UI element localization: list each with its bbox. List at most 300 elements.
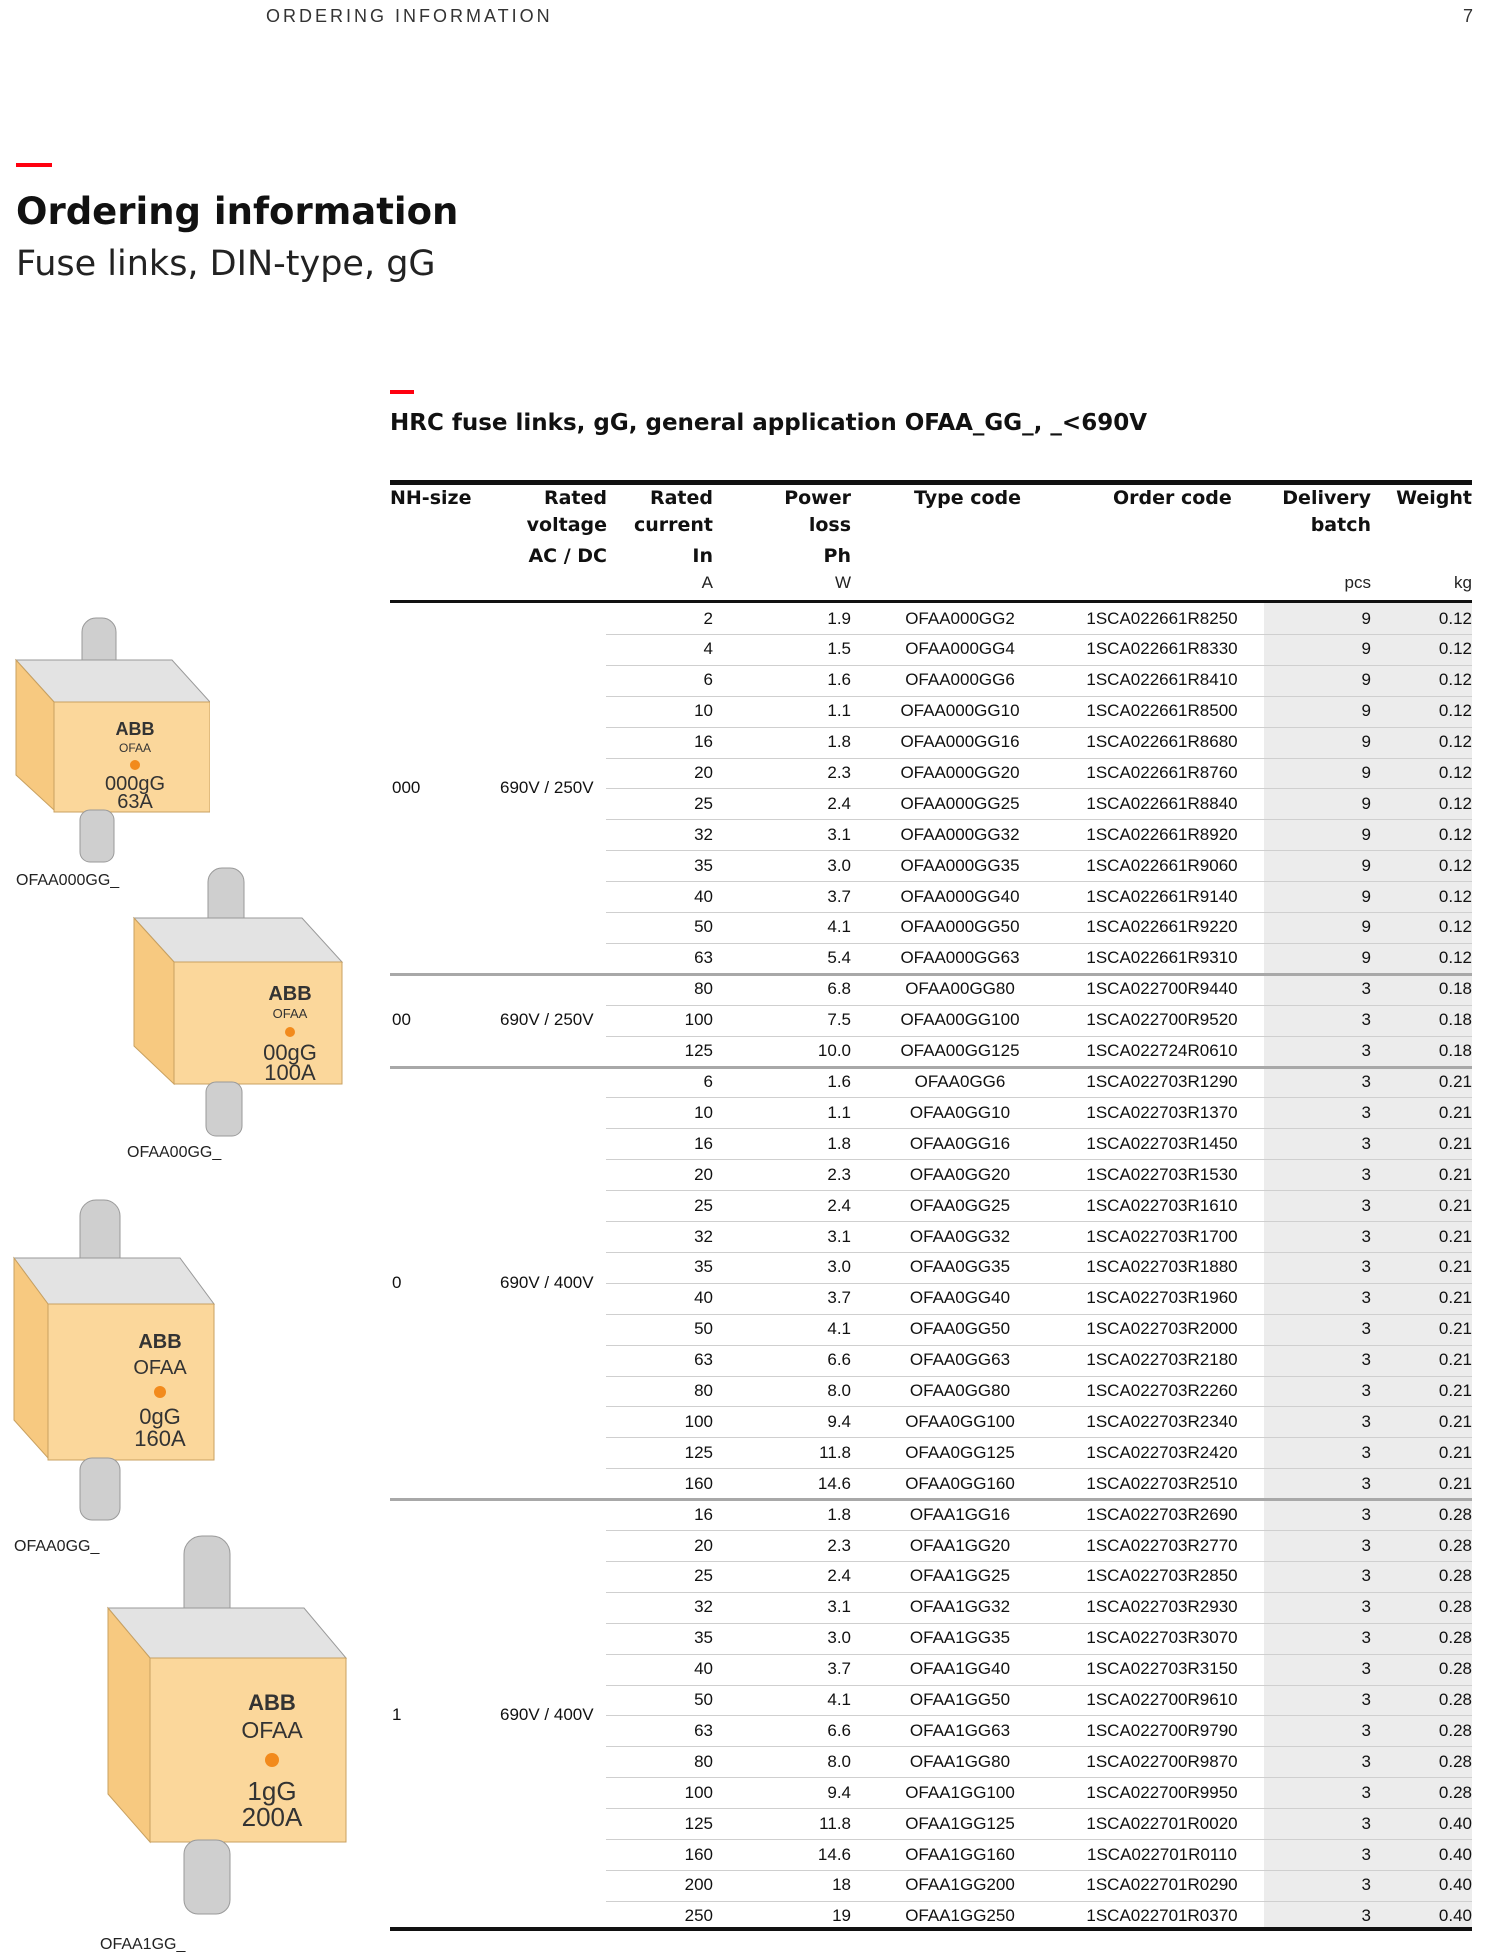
row-divider <box>606 1437 1472 1438</box>
figure-caption-000: OFAA000GG_ <box>16 872 120 889</box>
fuse-rating-line1: 1gG <box>247 1776 297 1806</box>
cell-order-code: 1SCA022661R9060 <box>1086 855 1238 875</box>
cell-weight: 0.12 <box>1438 608 1472 628</box>
cell-order-code: 1SCA022703R2260 <box>1086 1381 1238 1400</box>
cell-order-code: 1SCA022701R0370 <box>1086 1906 1238 1926</box>
group-voltage: 690V / 400V <box>500 1705 594 1725</box>
row-divider <box>606 1376 1472 1377</box>
cell-type-code: OFAA0GG35 <box>909 1257 1011 1277</box>
page-number: 7 <box>1462 6 1473 26</box>
group-nh-size: 0 <box>392 1272 402 1292</box>
cell-type-code: OFAA1GG32 <box>909 1597 1011 1617</box>
group-divider <box>390 1498 1472 1501</box>
cell-power-loss: 2.4 <box>827 793 851 813</box>
cell-order-code: 1SCA022700R9870 <box>1086 1751 1238 1771</box>
cell-order-code: 1SCA022703R1530 <box>1086 1164 1238 1184</box>
cell-type-code: OFAA000GG2 <box>905 608 1015 628</box>
cell-power-loss: 2.3 <box>827 1535 851 1555</box>
cell-type-code: OFAA0GG10 <box>909 1102 1011 1122</box>
cell-order-code: 1SCA022703R3070 <box>1086 1628 1238 1648</box>
cell-power-loss: 2.4 <box>827 1195 851 1215</box>
fuse-series-text: OFAA <box>272 1006 308 1021</box>
cell-rated-current: 200 <box>684 1875 713 1895</box>
cell-weight: 0.12 <box>1438 670 1472 690</box>
row-divider <box>606 1777 1472 1778</box>
row-divider <box>606 727 1472 728</box>
cell-power-loss: 1.8 <box>827 732 851 751</box>
cell-type-code: OFAA0GG20 <box>909 1164 1011 1184</box>
cell-rated-current: 35 <box>694 1257 713 1277</box>
row-divider <box>606 1623 1472 1624</box>
cell-weight: 0.21 <box>1438 1195 1472 1215</box>
row-divider <box>606 1685 1472 1686</box>
cell-rated-current: 100 <box>684 1411 713 1431</box>
cell-power-loss: 9.4 <box>827 1782 851 1802</box>
cell-type-code: OFAA000GG16 <box>900 732 1020 751</box>
cell-order-code: 1SCA022661R8760 <box>1086 762 1238 782</box>
cell-weight: 0.28 <box>1438 1566 1472 1586</box>
cell-order-code: 1SCA022700R9790 <box>1086 1720 1238 1740</box>
cell-delivery-batch: 3 <box>1361 979 1371 999</box>
group-nh-size: 000 <box>392 778 421 798</box>
cell-power-loss: 3.1 <box>827 824 851 844</box>
cell-power-loss: 4.1 <box>827 917 851 937</box>
cell-weight: 0.12 <box>1438 701 1472 721</box>
cell-order-code: 1SCA022703R3150 <box>1086 1659 1238 1679</box>
group-voltage: 690V / 250V <box>500 1010 594 1030</box>
cell-power-loss: 11.8 <box>819 1813 851 1833</box>
cell-type-code: OFAA1GG40 <box>909 1659 1011 1679</box>
cell-type-code: OFAA0GG25 <box>909 1195 1011 1215</box>
cell-order-code: 1SCA022701R0110 <box>1087 1844 1237 1864</box>
cell-type-code: OFAA0GG100 <box>905 1411 1015 1431</box>
cell-delivery-batch: 3 <box>1361 1906 1371 1926</box>
fuse-rating-line1: 000gG <box>104 773 166 795</box>
cell-weight: 0.12 <box>1438 948 1472 968</box>
cell-order-code: 1SCA022703R1700 <box>1086 1226 1238 1246</box>
cell-type-code: OFAA00GG100 <box>900 1010 1020 1030</box>
cell-weight: 0.21 <box>1438 1102 1472 1122</box>
cell-rated-current: 10 <box>694 1102 713 1122</box>
cell-delivery-batch: 3 <box>1361 1535 1371 1555</box>
unit-batch: pcs <box>1344 573 1371 592</box>
cell-power-loss: 6.6 <box>827 1350 851 1370</box>
cell-power-loss: 14.6 <box>817 1473 851 1493</box>
cell-weight: 0.12 <box>1438 886 1472 906</box>
cell-weight: 0.21 <box>1438 1288 1472 1308</box>
cell-type-code: OFAA000GG32 <box>900 824 1020 844</box>
cell-weight: 0.21 <box>1438 1411 1472 1431</box>
cell-weight: 0.21 <box>1438 1319 1472 1339</box>
cell-order-code: 1SCA022661R9310 <box>1086 948 1238 968</box>
row-divider <box>606 1839 1472 1840</box>
col-power-loss: Power loss Ph <box>784 487 851 567</box>
cell-power-loss: 1.8 <box>827 1504 851 1524</box>
figure-caption-00: OFAA00GG_ <box>127 1144 222 1161</box>
cell-rated-current: 40 <box>694 886 713 906</box>
row-divider <box>606 665 1472 666</box>
figure-caption-0: OFAA0GG_ <box>14 1538 100 1555</box>
cell-delivery-batch: 3 <box>1361 1041 1371 1060</box>
cell-power-loss: 3.7 <box>827 1659 851 1679</box>
cell-weight: 0.28 <box>1438 1690 1472 1709</box>
cell-weight: 0.40 <box>1438 1875 1472 1895</box>
cell-power-loss: 14.6 <box>817 1844 851 1864</box>
cell-rated-current: 63 <box>694 948 713 968</box>
cell-order-code: 1SCA022703R1450 <box>1086 1133 1238 1153</box>
cell-rated-current: 10 <box>694 701 713 721</box>
group-voltage: 690V / 400V <box>500 1272 594 1292</box>
cell-delivery-batch: 3 <box>1361 1257 1371 1277</box>
cell-power-loss: 2.4 <box>827 1566 851 1586</box>
cell-rated-current: 50 <box>694 1319 713 1339</box>
cell-type-code: OFAA000GG35 <box>900 855 1020 875</box>
cell-type-code: OFAA000GG40 <box>900 886 1020 906</box>
cell-delivery-batch: 9 <box>1361 608 1371 628</box>
fuse-brand-text: ABB <box>138 1331 182 1353</box>
cell-type-code: OFAA000GG10 <box>900 701 1020 721</box>
cell-type-code: OFAA1GG160 <box>905 1844 1015 1864</box>
cell-order-code: 1SCA022724R0610 <box>1086 1041 1238 1060</box>
cell-type-code: OFAA0GG160 <box>905 1473 1015 1493</box>
cell-rated-current: 80 <box>694 1751 713 1771</box>
cell-weight: 0.21 <box>1438 1133 1472 1153</box>
cell-type-code: OFAA00GG80 <box>905 979 1015 999</box>
cell-delivery-batch: 3 <box>1361 1720 1371 1740</box>
row-divider <box>606 1190 1472 1191</box>
cell-order-code: 1SCA022661R8500 <box>1086 701 1238 721</box>
cell-delivery-batch: 3 <box>1361 1164 1371 1184</box>
section-header: ORDERING INFORMATION <box>266 6 553 26</box>
cell-rated-current: 40 <box>694 1659 713 1679</box>
cell-order-code: 1SCA022703R2770 <box>1086 1535 1238 1555</box>
cell-order-code: 1SCA022661R9220 <box>1086 917 1238 937</box>
figure-caption-1: OFAA1GG_ <box>100 1936 186 1953</box>
cell-rated-current: 16 <box>694 732 713 751</box>
cell-rated-current: 32 <box>694 1226 713 1246</box>
cell-type-code: OFAA0GG16 <box>909 1133 1011 1153</box>
row-divider <box>606 1159 1472 1160</box>
cell-rated-current: 20 <box>694 1164 713 1184</box>
cell-order-code: 1SCA022703R1290 <box>1086 1071 1238 1091</box>
col-nh-size: NH-size <box>390 487 472 509</box>
row-divider <box>606 943 1472 944</box>
row-divider <box>606 1345 1472 1346</box>
cell-delivery-batch: 3 <box>1361 1628 1371 1648</box>
cell-delivery-batch: 9 <box>1361 639 1371 659</box>
cell-rated-current: 160 <box>684 1844 713 1864</box>
unit-current: A <box>701 573 713 592</box>
cell-rated-current: 4 <box>703 639 713 659</box>
cell-power-loss: 8.0 <box>827 1751 851 1771</box>
row-divider <box>606 912 1472 913</box>
cell-type-code: OFAA000GG4 <box>905 639 1015 659</box>
cell-weight: 0.40 <box>1438 1813 1472 1833</box>
cell-type-code: OFAA1GG20 <box>909 1535 1011 1555</box>
cell-order-code: 1SCA022700R9950 <box>1086 1782 1238 1802</box>
cell-delivery-batch: 9 <box>1361 855 1371 875</box>
cell-rated-current: 2 <box>703 608 713 628</box>
cell-power-loss: 11.8 <box>819 1442 851 1462</box>
cell-weight: 0.40 <box>1438 1844 1472 1864</box>
group-nh-size: 1 <box>392 1705 402 1725</box>
cell-type-code: OFAA0GG125 <box>905 1442 1015 1462</box>
cell-delivery-batch: 3 <box>1361 1751 1371 1771</box>
cell-weight: 0.28 <box>1438 1535 1472 1555</box>
row-divider <box>606 1221 1472 1222</box>
cell-rated-current: 16 <box>694 1504 713 1524</box>
cell-power-loss: 1.1 <box>827 701 851 721</box>
cell-weight: 0.28 <box>1438 1628 1472 1648</box>
cell-type-code: OFAA0GG50 <box>909 1319 1011 1339</box>
fuse-series-text: OFAA <box>133 1357 187 1379</box>
cell-delivery-batch: 3 <box>1361 1288 1371 1308</box>
cell-order-code: 1SCA022661R8920 <box>1086 824 1238 844</box>
cell-weight: 0.18 <box>1438 1010 1472 1030</box>
fuse-illustration-0 <box>10 1196 220 1526</box>
cell-weight: 0.12 <box>1438 639 1472 659</box>
row-divider <box>606 788 1472 789</box>
cell-weight: 0.21 <box>1438 1350 1472 1370</box>
cell-order-code: 1SCA022703R2510 <box>1086 1473 1238 1493</box>
cell-rated-current: 100 <box>684 1010 713 1030</box>
cell-rated-current: 63 <box>694 1720 713 1740</box>
cell-type-code: OFAA1GG200 <box>905 1875 1015 1895</box>
group-voltage: 690V / 250V <box>500 778 594 798</box>
fuse-rating-line2: 100A <box>264 1060 316 1085</box>
cell-type-code: OFAA00GG125 <box>900 1041 1020 1060</box>
cell-order-code: 1SCA022701R0020 <box>1086 1813 1238 1833</box>
row-divider <box>606 758 1472 759</box>
cell-type-code: OFAA0GG63 <box>909 1350 1011 1370</box>
cell-delivery-batch: 3 <box>1361 1102 1371 1122</box>
cell-type-code: OFAA000GG20 <box>900 762 1020 782</box>
cell-delivery-batch: 3 <box>1361 1659 1371 1679</box>
row-divider <box>606 1808 1472 1809</box>
cell-delivery-batch: 9 <box>1361 824 1371 844</box>
cell-delivery-batch: 9 <box>1361 793 1371 813</box>
row-divider <box>606 1036 1472 1037</box>
cell-power-loss: 3.0 <box>827 1628 851 1648</box>
cell-order-code: 1SCA022661R8250 <box>1086 608 1238 628</box>
col-delivery-batch: Delivery batch <box>1282 487 1371 536</box>
col-rated-current: Rated current In <box>633 487 713 567</box>
row-divider <box>606 1530 1472 1531</box>
cell-delivery-batch: 3 <box>1361 1381 1371 1400</box>
cell-type-code: OFAA1GG63 <box>909 1720 1011 1740</box>
cell-weight: 0.28 <box>1438 1720 1472 1740</box>
row-divider <box>606 1468 1472 1469</box>
cell-power-loss: 1.9 <box>827 608 851 628</box>
cell-power-loss: 6.6 <box>827 1720 851 1740</box>
cell-type-code: OFAA1GG16 <box>909 1504 1011 1524</box>
table-bottom-rule <box>390 1927 1472 1931</box>
cell-type-code: OFAA000GG50 <box>900 917 1020 937</box>
cell-weight: 0.28 <box>1438 1504 1472 1524</box>
cell-type-code: OFAA0GG32 <box>909 1226 1011 1246</box>
cell-order-code: 1SCA022661R9140 <box>1086 886 1238 906</box>
cell-order-code: 1SCA022661R8840 <box>1086 793 1238 813</box>
row-divider <box>606 819 1472 820</box>
group-divider <box>390 1066 1472 1069</box>
row-divider <box>606 850 1472 851</box>
row-divider <box>606 1870 1472 1871</box>
cell-delivery-batch: 3 <box>1361 1071 1371 1091</box>
cell-weight: 0.12 <box>1438 762 1472 782</box>
cell-rated-current: 25 <box>694 793 713 813</box>
cell-rated-current: 32 <box>694 824 713 844</box>
row-divider <box>606 1901 1472 1902</box>
col-type-code: Type code <box>914 487 1021 509</box>
cell-weight: 0.21 <box>1438 1164 1472 1184</box>
cell-power-loss: 10.0 <box>817 1041 851 1060</box>
cell-order-code: 1SCA022703R2690 <box>1086 1504 1238 1524</box>
cell-rated-current: 63 <box>694 1350 713 1370</box>
cell-order-code: 1SCA022661R8410 <box>1086 670 1238 690</box>
cell-delivery-batch: 9 <box>1361 948 1371 968</box>
cell-type-code: OFAA0GG80 <box>909 1381 1011 1400</box>
cell-power-loss: 1.6 <box>827 1071 851 1091</box>
row-divider <box>606 1654 1472 1655</box>
row-divider <box>606 696 1472 697</box>
cell-weight: 0.12 <box>1438 824 1472 844</box>
cell-rated-current: 125 <box>684 1041 713 1060</box>
table-title: HRC fuse links, gG, general application OFAA_GG_, _<690V <box>390 410 1148 436</box>
cell-power-loss: 4.1 <box>827 1690 851 1709</box>
cell-power-loss: 2.3 <box>827 1164 851 1184</box>
cell-rated-current: 80 <box>694 1381 713 1400</box>
fuse-illustration-1 <box>104 1532 354 1922</box>
cell-delivery-batch: 3 <box>1361 1319 1371 1339</box>
cell-type-code: OFAA1GG100 <box>905 1782 1015 1802</box>
cell-order-code: 1SCA022703R2850 <box>1086 1566 1238 1586</box>
cell-weight: 0.21 <box>1438 1442 1472 1462</box>
cell-order-code: 1SCA022701R0290 <box>1086 1875 1238 1895</box>
cell-type-code: OFAA1GG50 <box>909 1690 1011 1709</box>
fuse-brand-text: ABB <box>115 719 155 739</box>
group-nh-size: 00 <box>392 1010 411 1030</box>
cell-power-loss: 7.5 <box>827 1010 851 1030</box>
cell-power-loss: 6.8 <box>827 979 851 999</box>
fuse-rating-line2: 160A <box>134 1426 186 1451</box>
cell-type-code: OFAA1GG35 <box>909 1628 1011 1648</box>
cell-delivery-batch: 3 <box>1361 1597 1371 1617</box>
unit-power: W <box>834 573 851 592</box>
fuse-rating-line1: 00gG <box>263 1040 317 1065</box>
cell-delivery-batch: 3 <box>1361 1411 1371 1431</box>
cell-type-code: OFAA1GG25 <box>909 1566 1011 1586</box>
cell-type-code: OFAA000GG6 <box>905 670 1015 690</box>
col-rated-voltage: Rated voltage AC / DC <box>526 487 607 567</box>
cell-weight: 0.18 <box>1438 979 1472 999</box>
cell-type-code: OFAA0GG40 <box>909 1288 1011 1308</box>
fuse-brand-text: ABB <box>268 983 312 1005</box>
cell-delivery-batch: 3 <box>1361 1133 1371 1153</box>
cell-power-loss: 9.4 <box>827 1411 851 1431</box>
cell-rated-current: 16 <box>694 1133 713 1153</box>
cell-rated-current: 160 <box>684 1473 713 1493</box>
cell-order-code: 1SCA022703R2000 <box>1086 1319 1238 1339</box>
cell-power-loss: 3.7 <box>827 886 851 906</box>
cell-delivery-batch: 3 <box>1361 1442 1371 1462</box>
cell-delivery-batch: 3 <box>1361 1504 1371 1524</box>
cell-power-loss: 1.5 <box>827 639 851 659</box>
unit-weight: kg <box>1454 573 1472 592</box>
cell-delivery-batch: 9 <box>1361 732 1371 751</box>
cell-delivery-batch: 9 <box>1361 886 1371 906</box>
cell-weight: 0.40 <box>1438 1906 1472 1926</box>
cell-delivery-batch: 3 <box>1361 1566 1371 1586</box>
cell-order-code: 1SCA022703R2180 <box>1086 1350 1238 1370</box>
cell-weight: 0.12 <box>1438 855 1472 875</box>
cell-weight: 0.12 <box>1438 793 1472 813</box>
cell-type-code: OFAA0GG6 <box>914 1071 1006 1091</box>
row-divider <box>606 1406 1472 1407</box>
cell-order-code: 1SCA022700R9440 <box>1086 979 1238 999</box>
cell-power-loss: 1.6 <box>827 670 851 690</box>
row-divider <box>606 1314 1472 1315</box>
cell-weight: 0.21 <box>1438 1381 1472 1400</box>
cell-power-loss: 3.0 <box>827 1257 851 1277</box>
fuse-rating-line2: 63A <box>117 791 153 813</box>
cell-order-code: 1SCA022703R2930 <box>1086 1597 1238 1617</box>
fuse-series-text: OFAA <box>118 741 152 755</box>
cell-power-loss: 8.0 <box>827 1381 851 1400</box>
cell-weight: 0.28 <box>1438 1659 1472 1679</box>
cell-order-code: 1SCA022703R2340 <box>1086 1411 1238 1431</box>
fuse-rating-line2: 200A <box>241 1802 303 1832</box>
cell-power-loss: 3.7 <box>827 1288 851 1308</box>
cell-order-code: 1SCA022661R8680 <box>1086 732 1238 751</box>
cell-weight: 0.28 <box>1438 1782 1472 1802</box>
page-subtitle: Fuse links, DIN-type, gG <box>16 244 436 284</box>
cell-rated-current: 32 <box>694 1597 713 1617</box>
cell-delivery-batch: 3 <box>1361 1690 1371 1709</box>
fuse-rating-line1: 0gG <box>139 1404 181 1429</box>
cell-type-code: OFAA1GG80 <box>909 1751 1011 1771</box>
cell-delivery-batch: 3 <box>1361 1813 1371 1833</box>
cell-rated-current: 125 <box>684 1813 713 1833</box>
cell-power-loss: 1.1 <box>827 1102 851 1122</box>
cell-delivery-batch: 3 <box>1361 1844 1371 1864</box>
cell-weight: 0.21 <box>1438 1226 1472 1246</box>
row-divider <box>606 1746 1472 1747</box>
cell-delivery-batch: 9 <box>1361 701 1371 721</box>
row-divider <box>606 1283 1472 1284</box>
cell-rated-current: 6 <box>703 670 713 690</box>
cell-order-code: 1SCA022703R1370 <box>1086 1102 1238 1122</box>
cell-weight: 0.28 <box>1438 1597 1472 1617</box>
cell-weight: 0.21 <box>1438 1473 1472 1493</box>
cell-delivery-batch: 3 <box>1361 1782 1371 1802</box>
cell-rated-current: 125 <box>684 1442 713 1462</box>
cell-rated-current: 100 <box>684 1782 713 1802</box>
row-divider <box>606 1252 1472 1253</box>
cell-rated-current: 35 <box>694 855 713 875</box>
cell-order-code: 1SCA022703R1960 <box>1086 1288 1238 1308</box>
cell-rated-current: 50 <box>694 917 713 937</box>
cell-rated-current: 25 <box>694 1195 713 1215</box>
fuse-series-text: OFAA <box>241 1717 303 1743</box>
cell-order-code: 1SCA022703R2420 <box>1086 1442 1238 1462</box>
cell-weight: 0.12 <box>1438 917 1472 937</box>
cell-power-loss: 19 <box>832 1906 851 1926</box>
row-divider <box>606 1005 1472 1006</box>
cell-power-loss: 2.3 <box>827 762 851 782</box>
row-divider <box>606 634 1472 635</box>
row-divider <box>606 881 1472 882</box>
cell-rated-current: 25 <box>694 1566 713 1586</box>
